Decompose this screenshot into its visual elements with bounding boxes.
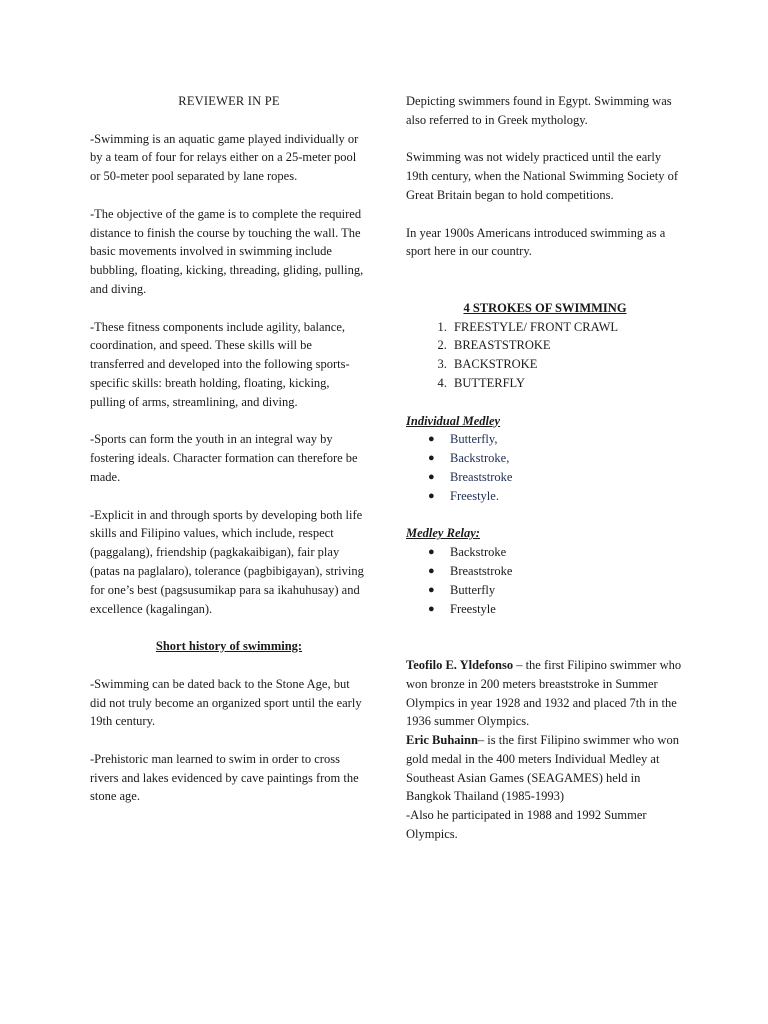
paragraph-19th-century: Swimming was not widely practiced until the early 19th century, when the National Swimming Society of Great Britain began to hold competitions.	[406, 150, 679, 202]
strokes-list	[406, 318, 684, 393]
spacer	[406, 280, 684, 299]
bullet-icon: ●	[428, 433, 435, 446]
paragraph-fitness-components: -These fitness components include agility, balance, coordination, and speed. These skills will be transferred and developed into the following sports-specific skills: breath holding, floating, kicking, pulling of arms, streamlining, and diving.	[90, 319, 350, 409]
strokes-heading: 4 STROKES OF SWIMMING	[463, 300, 627, 315]
bullet-icon: ●	[428, 470, 435, 483]
list-item: 1. FREESTYLE/ FRONT CRAWL	[450, 318, 684, 337]
list-item: 3. BACKSTROKE	[450, 355, 684, 374]
bullet-icon: ●	[428, 602, 435, 615]
paragraph-swimming-definition: -Swimming is an aquatic game played individually or by a team of four for relays either on a 25-meter pool or 50-meter pool separated by lane ropes.	[90, 131, 359, 184]
paragraph-stone-age: -Swimming can be dated back to the Stone Age, but did not truly become an organized sport until the early 19th century.	[90, 676, 362, 729]
list-item: ● Breaststroke	[428, 468, 684, 487]
list-item: ● Freestyle	[428, 600, 684, 619]
paragraph-prehistoric: -Prehistoric man learned to swim in order to cross rivers and lakes evidenced by cave paintings from the stone age.	[90, 751, 359, 804]
paragraph-egypt: Depicting swimmers found in Egypt. Swimming was also referred to in Greek mythology.	[406, 94, 672, 127]
list-item: 2. BREASTSTROKE	[450, 336, 684, 355]
paragraph-sports-youth: -Sports can form the youth in an integral way by fostering ideals. Character formation can therefore be made.	[90, 432, 358, 484]
list-item: 4. BUTTERFLY	[450, 374, 684, 393]
swimmer-name: Eric Buhainn	[406, 733, 478, 748]
left-column	[90, 92, 368, 825]
list-item: ● Butterfly	[428, 581, 684, 600]
swimmer-name: Teofilo E. Yldefonso	[406, 657, 514, 672]
paragraph-teofilo: Teofilo E. Yldefonso – the first Filipino swimmer who won bronze in 200 meters breaststroke in Summer Olympics in year 1928 and 1932 and placed 7th in the 1936 summer Olympics.	[406, 657, 682, 729]
bullet-icon: ●	[428, 583, 435, 596]
list-item: ● Butterfly,	[428, 430, 684, 449]
bullet-icon: ●	[428, 546, 435, 559]
medley-relay-list	[406, 543, 684, 618]
individual-medley-heading: Individual Medley	[406, 413, 501, 428]
paragraph-eric: Eric Buhainn– is the first Filipino swimmer who won gold medal in the 400 meters Individual Medley at Southeast Asian Games (SEAGAMES) held in Bangkok Thailand (1985-1993)	[406, 733, 679, 804]
document-title: REVIEWER IN PE	[178, 94, 280, 108]
paragraph-eric-olympics: -Also he participated in 1988 and 1992 Summer Olympics.	[406, 808, 647, 842]
right-column	[406, 92, 684, 863]
list-item: ● Breaststroke	[428, 562, 684, 581]
bullet-icon: ●	[428, 452, 435, 465]
paragraph-1900s: In year 1900s Americans introduced swimming as a sport here in our country.	[406, 225, 666, 259]
bullet-icon: ●	[428, 489, 435, 502]
list-item: ● Backstroke,	[428, 449, 684, 468]
list-item: ● Backstroke	[428, 543, 684, 562]
paragraph-filipino-values: -Explicit in and through sports by developing both life skills and Filipino values, which include, respect (paggalang), friendship (pagkakaibigan), fair play (patas na paglalaro), tolerance (pagbibigayan), striving for one’s best (pagsusumikap para sa ikahuhusay) and excellence (kagalingan).	[90, 507, 364, 616]
history-heading: Short history of swimming:	[155, 639, 303, 654]
individual-medley-list	[406, 430, 684, 505]
list-item: ● Freestyle.	[428, 487, 684, 506]
paragraph-objective: -The objective of the game is to complete the required distance to finish the course by touching the wall. The basic movements involved in swimming include bubbling, floating, kicking, threading, gliding, pulling, and diving.	[90, 206, 364, 296]
bullet-icon: ●	[428, 564, 435, 577]
medley-relay-heading: Medley Relay:	[406, 526, 480, 541]
spacer	[406, 637, 684, 656]
